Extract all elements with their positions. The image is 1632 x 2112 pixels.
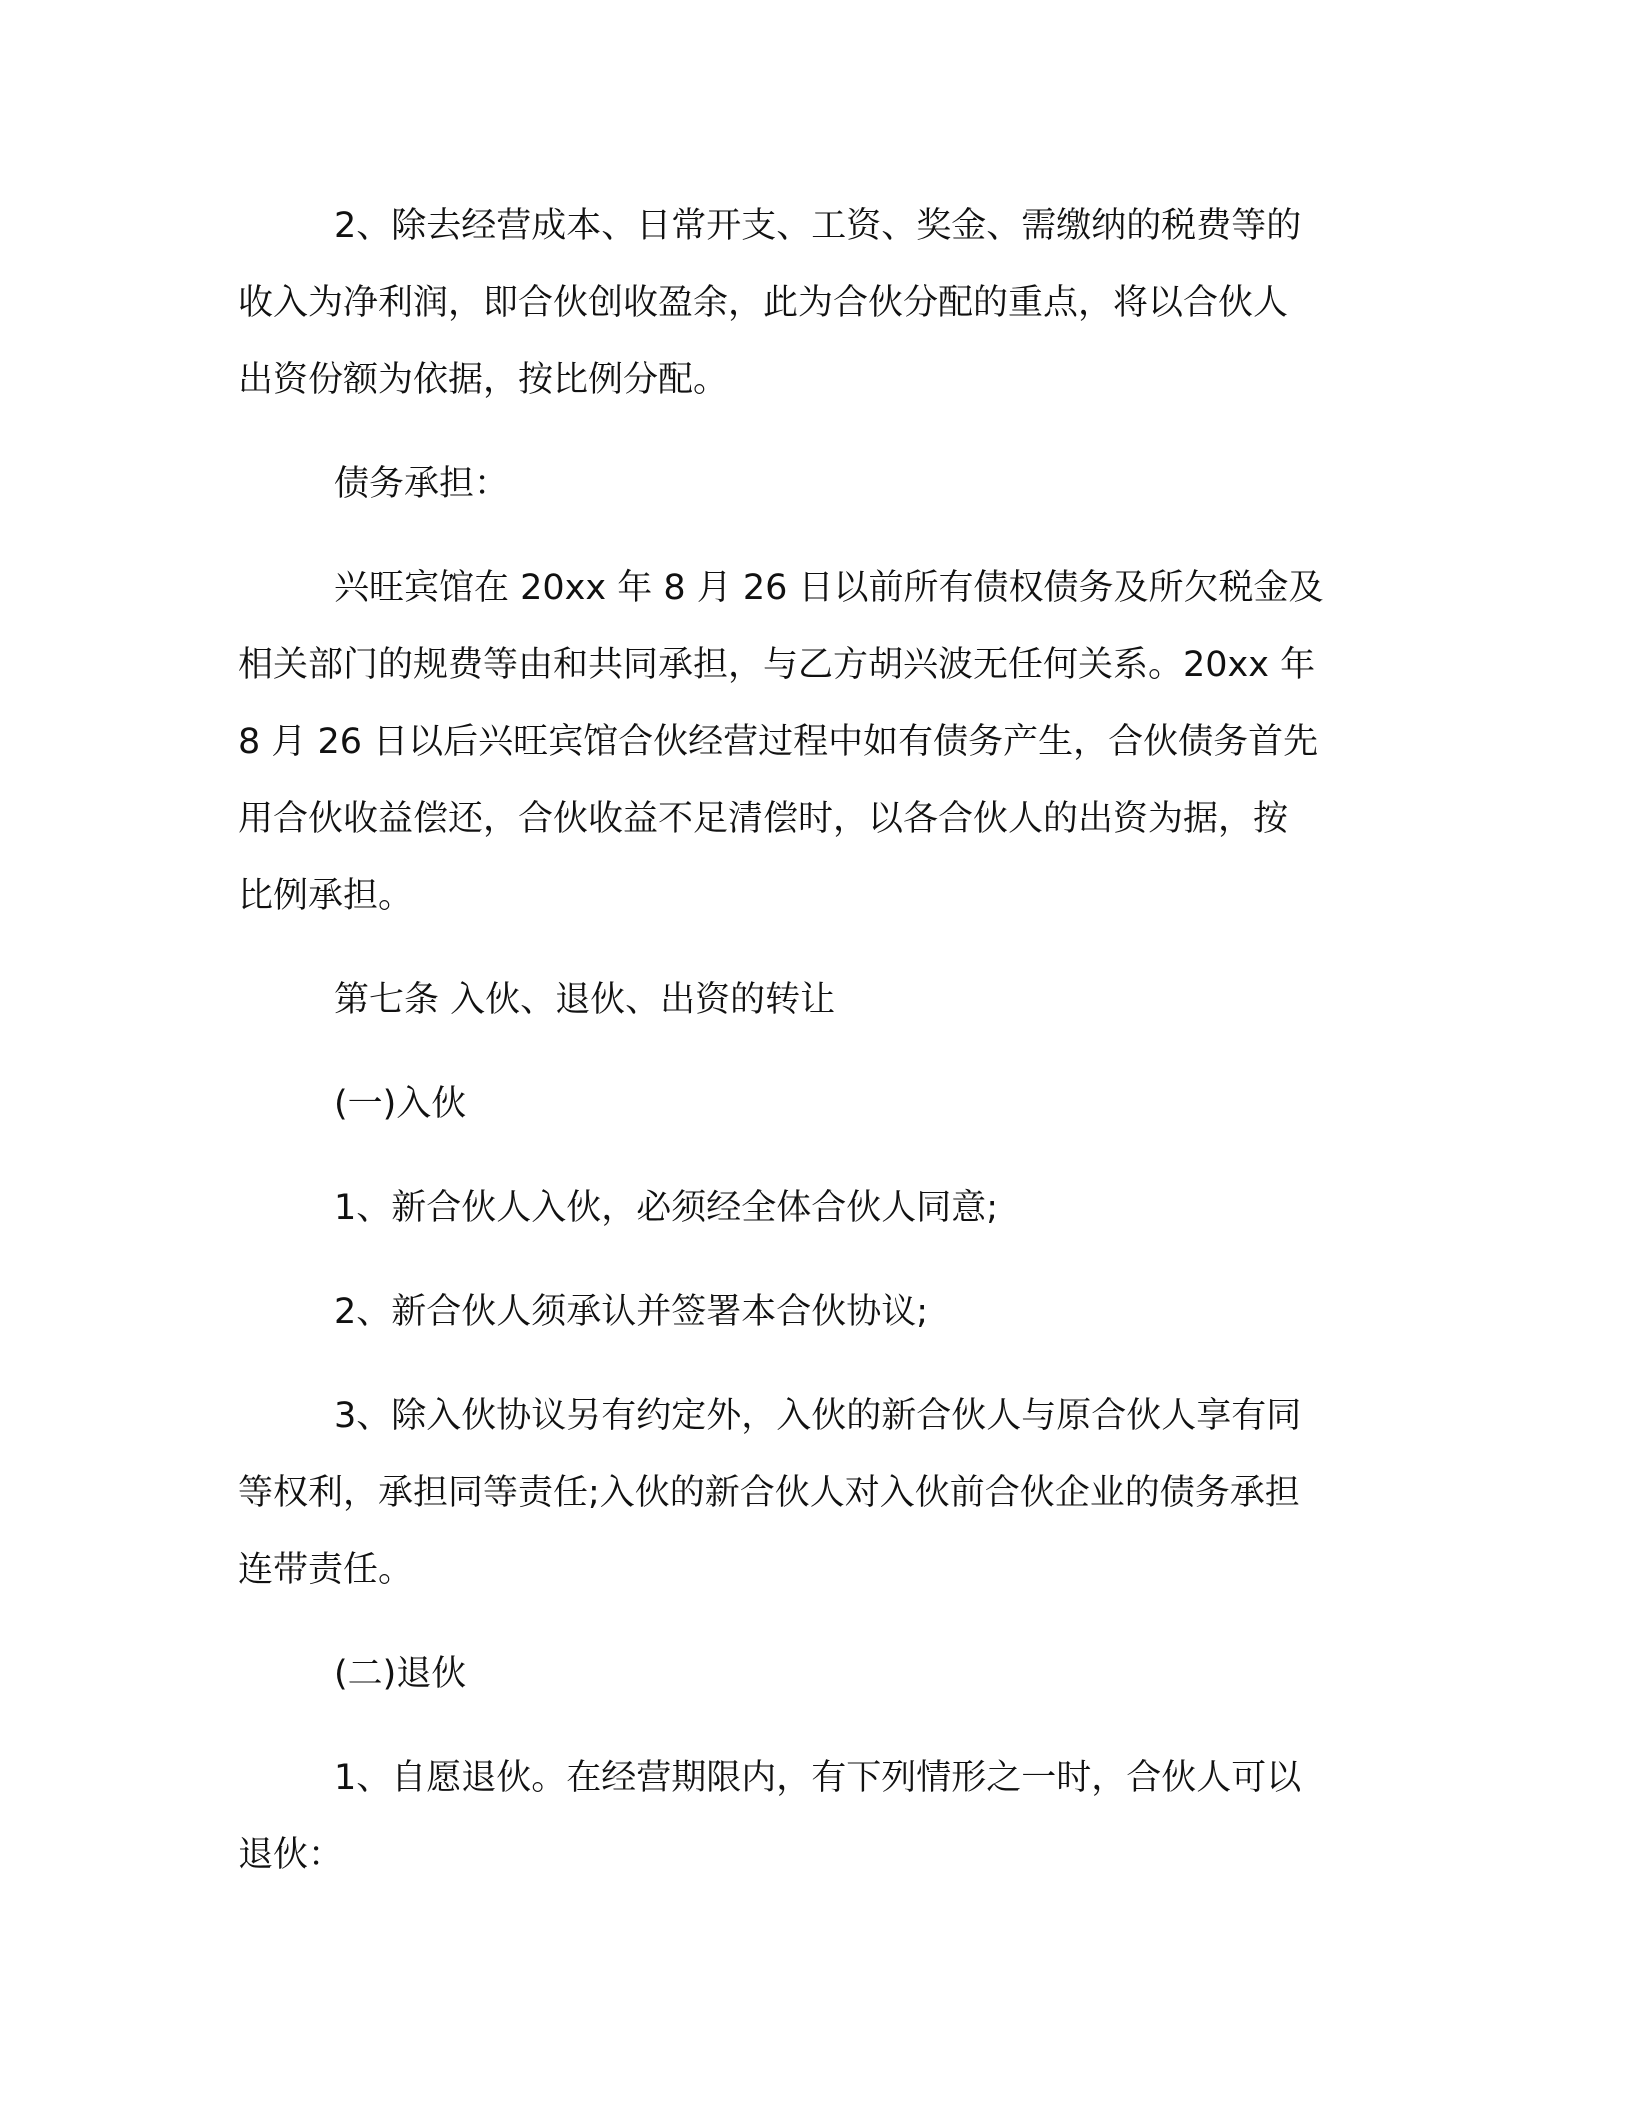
text-line: 3、除入伙协议另有约定外，入伙的新合伙人与原合伙人享有同 <box>334 1396 1302 1436</box>
text-line: 兴旺宾馆在 20xx 年 8 月 26 日以前所有债权债务及所欠税金及 <box>334 568 1324 608</box>
text-line: 第七条 入伙、退伙、出资的转让 <box>334 980 836 1020</box>
heading-withdrawal <box>238 1636 1388 1713</box>
clause-joining-3 <box>238 1378 1388 1609</box>
heading-article-seven <box>238 962 1388 1039</box>
clause-joining-1 <box>238 1170 1388 1247</box>
text-line: 用合伙收益偿还，合伙收益不足清偿时，以各合伙人的出资为据，按 <box>238 799 1289 839</box>
text-line: 收入为净利润，即合伙创收盈余，此为合伙分配的重点，将以合伙人 <box>238 283 1289 323</box>
text-line: 1、自愿退伙。在经营期限内，有下列情形之一时，合伙人可以 <box>334 1758 1302 1798</box>
text-line: 债务承担： <box>334 464 510 504</box>
text-line: 2、除去经营成本、日常开支、工资、奖金、需缴纳的税费等的 <box>334 206 1302 246</box>
paragraph-profit-distribution <box>238 188 1388 419</box>
paragraph-debt-details <box>238 550 1388 935</box>
clause-withdrawal-1 <box>238 1740 1388 1894</box>
text-line: 2、新合伙人须承认并签署本合伙协议; <box>334 1292 929 1332</box>
text-line: 连带责任。 <box>238 1550 414 1590</box>
text-line: 等权利，承担同等责任;入伙的新合伙人对入伙前合伙企业的债务承担 <box>238 1473 1300 1513</box>
clause-joining-2 <box>238 1274 1388 1351</box>
text-line: 1、新合伙人入伙，必须经全体合伙人同意; <box>334 1188 999 1228</box>
text-line: (一)入伙 <box>334 1084 467 1124</box>
text-line: (二)退伙 <box>334 1654 467 1694</box>
text-line: 比例承担。 <box>238 876 414 916</box>
text-line: 相关部门的规费等由和共同承担，与乙方胡兴波无任何关系。20xx 年 <box>238 645 1316 685</box>
heading-debt-bearing <box>238 446 1388 523</box>
text-line: 出资份额为依据，按比例分配。 <box>238 360 729 400</box>
text-line: 退伙： <box>238 1835 344 1875</box>
document-body <box>238 188 1388 1894</box>
text-line: 8 月 26 日以后兴旺宾馆合伙经营过程中如有债务产生，合伙债务首先 <box>238 722 1319 762</box>
heading-joining <box>238 1066 1388 1143</box>
